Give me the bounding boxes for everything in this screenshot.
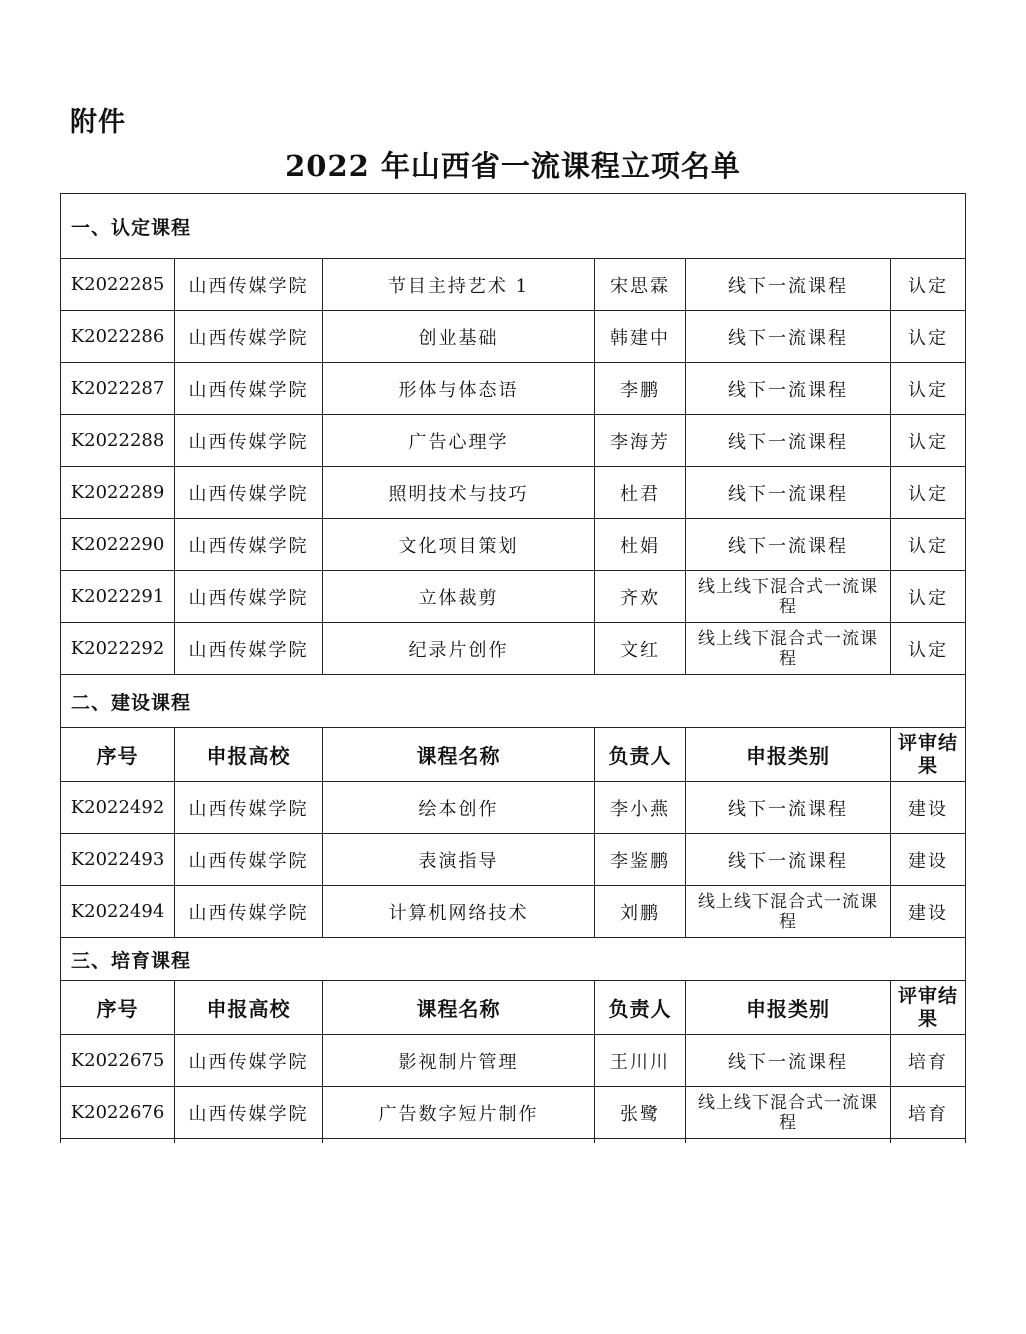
course-name: 广告心理学 xyxy=(323,415,595,467)
course-name: 广告数字短片制作 xyxy=(323,1087,595,1139)
section-title-recognized: 一、认定课程 xyxy=(61,194,966,259)
column-header-id: 序号 xyxy=(61,728,175,782)
course-category: 线上线下混合式一流课程 xyxy=(686,1087,891,1139)
table-row xyxy=(61,259,966,311)
course-leader: 李鹏 xyxy=(595,363,686,415)
course-name: 创业基础 xyxy=(323,311,595,363)
table-row xyxy=(61,1087,966,1139)
course-leader: 李海芳 xyxy=(595,415,686,467)
course-category: 线下一流课程 xyxy=(686,519,891,571)
course-leader: 王川川 xyxy=(595,1035,686,1087)
table-row xyxy=(61,623,966,675)
review-result: 培育 xyxy=(891,1035,966,1087)
column-header-leader: 负责人 xyxy=(595,981,686,1035)
table-header-row xyxy=(61,728,966,782)
course-id: K2022494 xyxy=(61,886,175,938)
school-name: 山西传媒学院 xyxy=(175,834,323,886)
review-result: 建设 xyxy=(891,834,966,886)
course-id: K2022287 xyxy=(61,363,175,415)
course-name: 形体与体态语 xyxy=(323,363,595,415)
review-result: 建设 xyxy=(891,782,966,834)
table-row xyxy=(61,571,966,623)
column-header-course: 课程名称 xyxy=(323,981,595,1035)
school-name: 山西传媒学院 xyxy=(175,623,323,675)
course-category: 线上线下混合式一流课程 xyxy=(686,623,891,675)
review-result: 认定 xyxy=(891,311,966,363)
school-name: 山西传媒学院 xyxy=(175,415,323,467)
review-result: 认定 xyxy=(891,623,966,675)
course-leader: 韩建中 xyxy=(595,311,686,363)
course-name: 节目主持艺术 1 xyxy=(323,259,595,311)
column-header-id: 序号 xyxy=(61,981,175,1035)
course-name: 绘本创作 xyxy=(323,782,595,834)
section-title-construction: 二、建设课程 xyxy=(61,675,966,728)
table-row xyxy=(61,363,966,415)
course-id: K2022290 xyxy=(61,519,175,571)
course-category: 线下一流课程 xyxy=(686,782,891,834)
school-name: 山西传媒学院 xyxy=(175,519,323,571)
course-leader: 杜娟 xyxy=(595,519,686,571)
school-name: 山西传媒学院 xyxy=(175,571,323,623)
table-row xyxy=(61,311,966,363)
course-id: K2022675 xyxy=(61,1035,175,1087)
course-category: 线下一流课程 xyxy=(686,259,891,311)
course-category: 线下一流课程 xyxy=(686,1035,891,1087)
review-result: 建设 xyxy=(891,886,966,938)
review-result: 认定 xyxy=(891,519,966,571)
course-category: 线上线下混合式一流课程 xyxy=(686,886,891,938)
column-header-course: 课程名称 xyxy=(323,728,595,782)
course-leader: 张鹭 xyxy=(595,1087,686,1139)
review-result: 认定 xyxy=(891,363,966,415)
attachment-label: 附件 xyxy=(70,107,126,138)
course-id: K2022286 xyxy=(61,311,175,363)
table-row xyxy=(61,415,966,467)
school-name: 山西传媒学院 xyxy=(175,311,323,363)
course-category: 线下一流课程 xyxy=(686,363,891,415)
review-result: 认定 xyxy=(891,571,966,623)
school-name: 山西传媒学院 xyxy=(175,1035,323,1087)
course-leader: 杜君 xyxy=(595,467,686,519)
review-result: 认定 xyxy=(891,467,966,519)
course-id: K2022676 xyxy=(61,1087,175,1139)
table-row xyxy=(61,834,966,886)
course-leader: 李小燕 xyxy=(595,782,686,834)
table-row xyxy=(61,782,966,834)
table-row xyxy=(61,1035,966,1087)
column-header-result: 评审结果 xyxy=(891,981,966,1035)
course-name: 立体裁剪 xyxy=(323,571,595,623)
course-id: K2022292 xyxy=(61,623,175,675)
course-leader: 刘鹏 xyxy=(595,886,686,938)
course-leader: 齐欢 xyxy=(595,571,686,623)
table-row xyxy=(61,467,966,519)
table-row xyxy=(61,886,966,938)
column-header-school: 申报高校 xyxy=(175,728,323,782)
course-name: 影视制片管理 xyxy=(323,1035,595,1087)
course-id: K2022492 xyxy=(61,782,175,834)
course-category: 线下一流课程 xyxy=(686,467,891,519)
course-category: 线上线下混合式一流课程 xyxy=(686,571,891,623)
table-header-row xyxy=(61,981,966,1035)
table-row xyxy=(61,519,966,571)
column-header-school: 申报高校 xyxy=(175,981,323,1035)
school-name: 山西传媒学院 xyxy=(175,782,323,834)
course-name: 表演指导 xyxy=(323,834,595,886)
course-list-table xyxy=(60,193,966,1143)
review-result: 认定 xyxy=(891,415,966,467)
column-header-leader: 负责人 xyxy=(595,728,686,782)
course-name: 纪录片创作 xyxy=(323,623,595,675)
table-cut-row xyxy=(61,1139,966,1144)
course-id: K2022289 xyxy=(61,467,175,519)
review-result: 培育 xyxy=(891,1087,966,1139)
document-title: 2022 年山西省一流课程立项名单 xyxy=(285,149,741,183)
review-result: 认定 xyxy=(891,259,966,311)
course-id: K2022493 xyxy=(61,834,175,886)
column-header-category: 申报类别 xyxy=(686,981,891,1035)
school-name: 山西传媒学院 xyxy=(175,1087,323,1139)
course-category: 线下一流课程 xyxy=(686,834,891,886)
course-leader: 宋思霖 xyxy=(595,259,686,311)
school-name: 山西传媒学院 xyxy=(175,886,323,938)
column-header-result: 评审结果 xyxy=(891,728,966,782)
course-id: K2022285 xyxy=(61,259,175,311)
school-name: 山西传媒学院 xyxy=(175,467,323,519)
course-leader: 文红 xyxy=(595,623,686,675)
course-name: 照明技术与技巧 xyxy=(323,467,595,519)
course-id: K2022291 xyxy=(61,571,175,623)
course-id: K2022288 xyxy=(61,415,175,467)
course-name: 文化项目策划 xyxy=(323,519,595,571)
course-category: 线下一流课程 xyxy=(686,415,891,467)
course-name: 计算机网络技术 xyxy=(323,886,595,938)
school-name: 山西传媒学院 xyxy=(175,363,323,415)
course-leader: 李鉴鹏 xyxy=(595,834,686,886)
course-category: 线下一流课程 xyxy=(686,311,891,363)
column-header-category: 申报类别 xyxy=(686,728,891,782)
section-title-cultivation: 三、培育课程 xyxy=(61,938,966,981)
school-name: 山西传媒学院 xyxy=(175,259,323,311)
